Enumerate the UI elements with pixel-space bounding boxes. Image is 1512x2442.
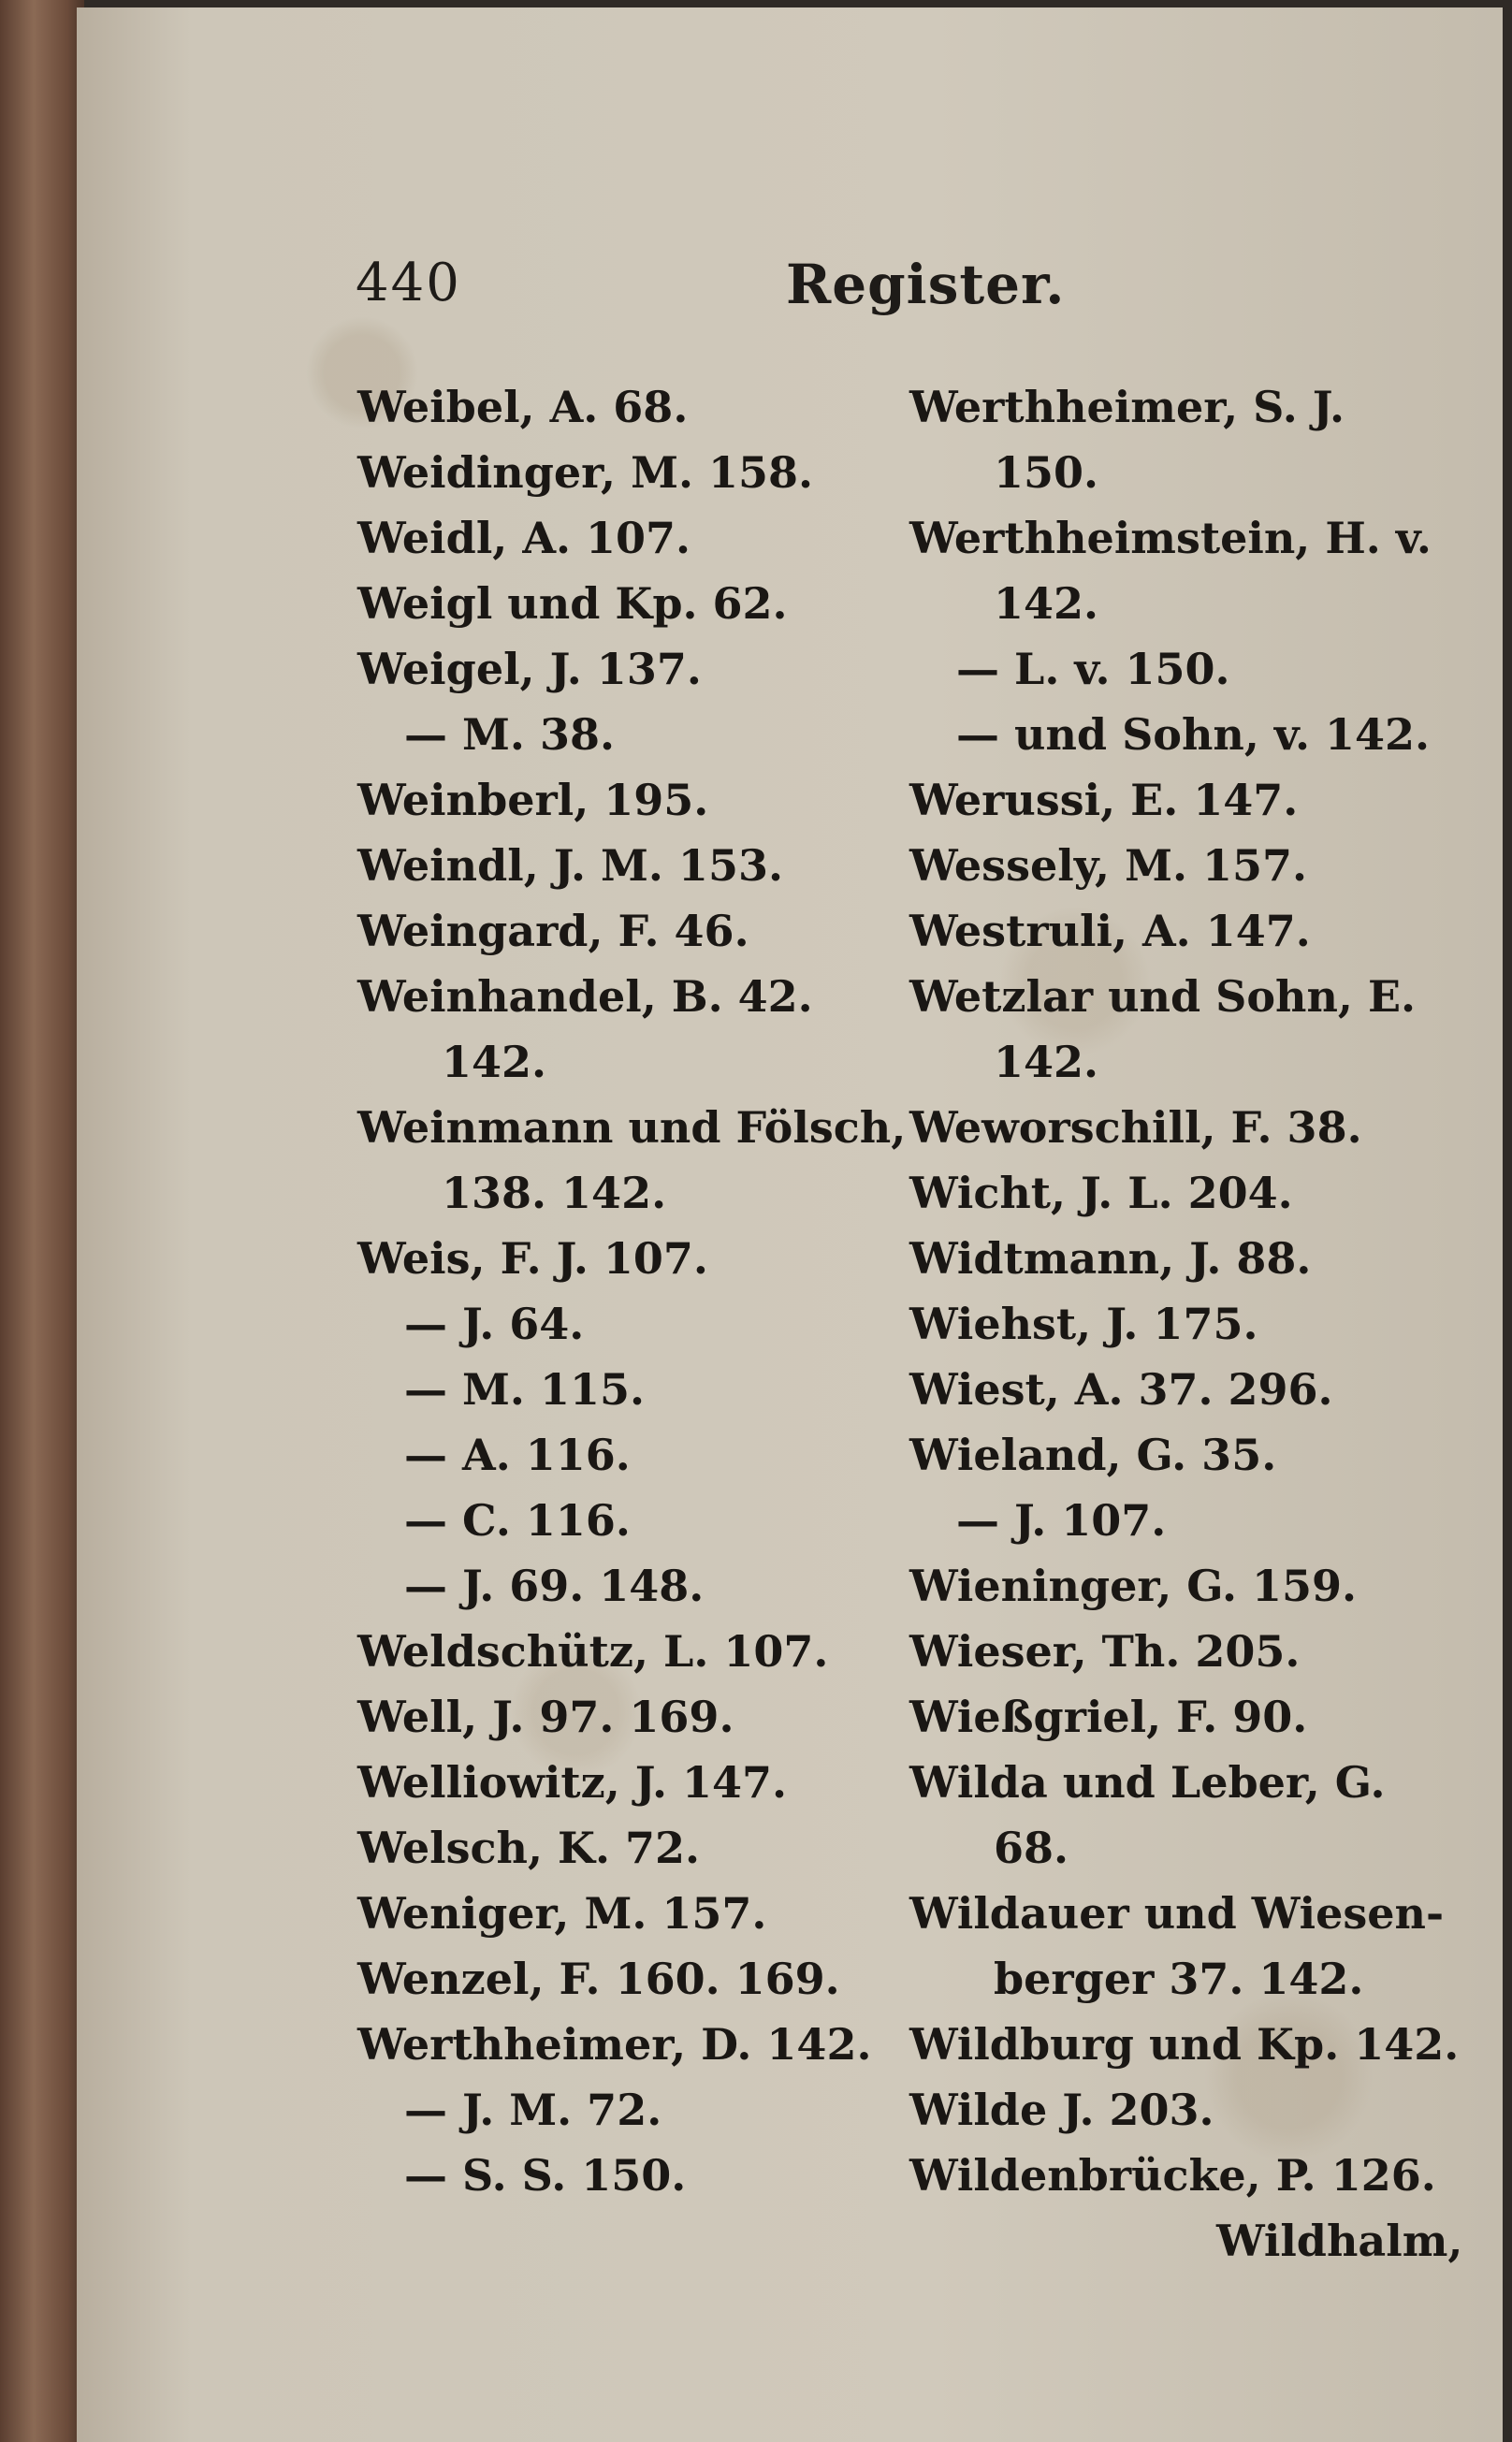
index-entry: 142. (442, 1037, 547, 1087)
index-entry: Werussi, E. 147. (909, 775, 1299, 825)
page-header (356, 253, 1478, 327)
index-entry: 68. (994, 1823, 1069, 1873)
index-entry: Wildauer und Wiesen- (909, 1888, 1445, 1939)
index-entry: 150. (994, 447, 1099, 498)
index-entry: Wießgriel, F. 90. (909, 1692, 1308, 1742)
index-entry: — J. 64. (404, 1299, 585, 1349)
index-entry: — A. 116. (404, 1430, 631, 1480)
index-entry: Wieland, G. 35. (909, 1430, 1277, 1480)
index-entry: Wieser, Th. 205. (909, 1626, 1301, 1677)
index-entry: Weinhandel, B. 42. (357, 971, 813, 1022)
index-entry: Welsch, K. 72. (357, 1823, 701, 1873)
index-entry: Weigel, J. 137. (357, 644, 702, 694)
index-entry: — J. 69. 148. (404, 1561, 705, 1611)
index-entry: — S. S. 150. (404, 2150, 687, 2201)
index-entry: Weidinger, M. 158. (357, 447, 814, 498)
index-entry: 142. (994, 1037, 1099, 1087)
index-entry: 142. (994, 578, 1099, 629)
book-binding (0, 0, 84, 2442)
index-entry: Weinmann und Fölsch, (357, 1102, 907, 1153)
index-entry: — C. 116. (404, 1495, 631, 1546)
index-entry: Wieninger, G. 159. (909, 1561, 1358, 1611)
running-title: Register. (786, 253, 1066, 316)
index-entry: Weldschütz, L. 107. (357, 1626, 829, 1677)
index-entry: — M. 115. (404, 1364, 645, 1415)
index-entry: — L. v. 150. (956, 644, 1230, 694)
index-entry: Wetzlar und Sohn, E. (909, 971, 1417, 1022)
index-entry: Well, J. 97. 169. (357, 1692, 734, 1742)
index-entry: Werthheimer, D. 142. (357, 2019, 872, 2070)
index-entry: Wiest, A. 37. 296. (909, 1364, 1333, 1415)
index-entry: Wiehst, J. 175. (909, 1299, 1258, 1349)
index-entry: Wessely, M. 157. (909, 840, 1308, 891)
index-entry: Weidl, A. 107. (357, 513, 691, 563)
index-entry: Weis, F. J. 107. (357, 1233, 708, 1284)
index-entry: Westruli, A. 147. (909, 906, 1311, 956)
index-entry: — M. 38. (404, 709, 615, 760)
index-entry: Wildenbrücke, P. 126. (909, 2150, 1436, 2201)
index-entry: Weinberl, 195. (357, 775, 709, 825)
index-entry: Werthheimer, S. J. (909, 382, 1345, 432)
index-entry: berger 37. 142. (994, 1954, 1364, 2004)
index-entry: Weworschill, F. 38. (909, 1102, 1362, 1153)
index-entry: 138. 142. (442, 1168, 667, 1218)
index-entry: Widtmann, J. 88. (909, 1233, 1312, 1284)
index-entry: Wenzel, F. 160. 169. (357, 1954, 840, 2004)
right-column (909, 374, 1460, 2208)
index-entry: Welliowitz, J. 147. (357, 1757, 788, 1808)
index-entry: Weniger, M. 157. (357, 1888, 767, 1939)
index-entry: Weibel, A. 68. (357, 382, 689, 432)
index-entry: — J. M. 72. (404, 2085, 662, 2135)
catchword: Wildhalm, (1216, 2216, 1463, 2266)
index-entry: Weingard, F. 46. (357, 906, 749, 956)
page-number: 440 (356, 253, 461, 313)
index-entry: Wilda und Leber, G. (909, 1757, 1386, 1808)
index-entry: — J. 107. (956, 1495, 1167, 1546)
index-entry: Weindl, J. M. 153. (357, 840, 783, 891)
index-entry: Wildburg und Kp. 142. (909, 2019, 1460, 2070)
index-entry: Wicht, J. L. 204. (909, 1168, 1293, 1218)
index-entry: Werthheimstein, H. v. (909, 513, 1432, 563)
index-entry: Wilde J. 203. (909, 2085, 1214, 2135)
left-column (357, 374, 907, 2208)
index-entry: Weigl und Kp. 62. (357, 578, 788, 629)
index-entry: — und Sohn, v. 142. (956, 709, 1431, 760)
